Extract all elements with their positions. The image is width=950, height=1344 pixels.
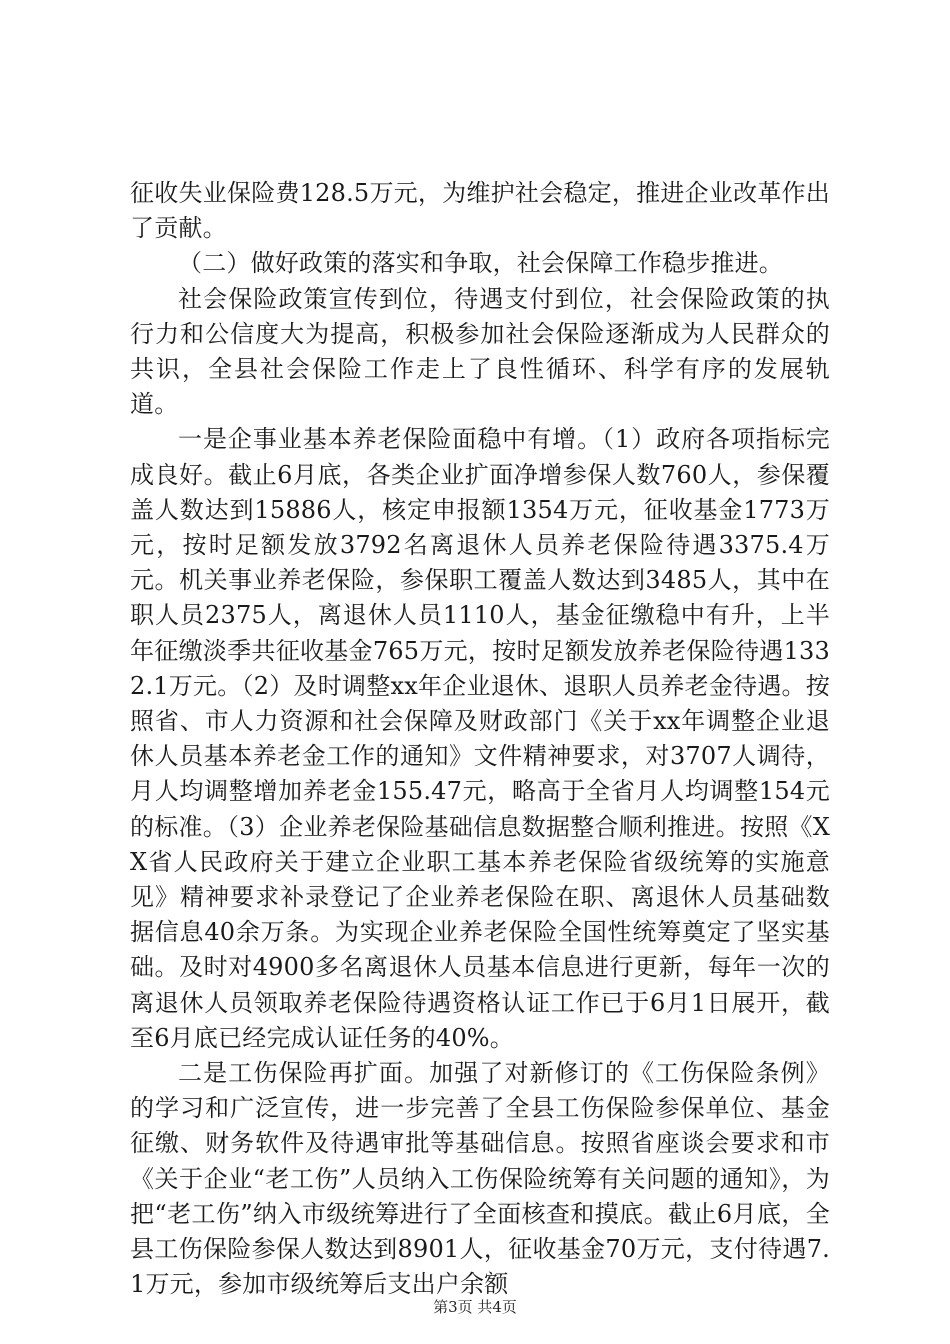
paragraph-continuation: 征收失业保险费128.5万元，为维护社会稳定，推进企业改革作出了贡献。: [130, 179, 830, 243]
section-heading: （二）做好政策的落实和争取，社会保障工作稳步推进。: [178, 249, 783, 278]
page-footer: 第3页 共4页: [433, 1298, 517, 1316]
document-body: [130, 176, 830, 1303]
paragraph-pension: 一是企事业基本养老保险面稳中有增。（1）政府各项指标完成良好。截止6月底，各类企业扩面净增参保人数760人，参保覆盖人数达到15886人，核定申报额1354万元，征收基金1773万元，按时足额发放3792名离退休人员养老保险待遇3375.4万元。机关事业养老保险，参保职工覆盖人数达到3485人，其中在职人员2375人，离退休人员1110人，基金征缴稳中有升，上半年征缴淡季共征收基金765万元，按时足额发放养老保险待遇1332.1万元。（2）及时调整xx年企业退休、退职人员养老金待遇。按照省、市人力资源和社会保障及财政部门《关于xx年调整企业退休人员基本养老金工作的通知》文件精神要求，对3707人调待，月人均调整增加养老金155.47元，略高于全省月人均调整154元的标准。（3）企业养老保险基础信息数据整合顺利推进。按照《XX省人民政府关于建立企业职工基本养老保险省级统筹的实施意见》精神要求补录登记了企业养老保险在职、离退休人员基础数据信息40余万条。为实现企业养老保险全国性统筹奠定了坚实基础。及时对4900多名离退休人员基本信息进行更新，每年一次的离退休人员领取养老保险待遇资格认证工作已于6月1日展开，截至6月底已经完成认证任务的40%。: [130, 425, 830, 1052]
paragraph-policy: 社会保险政策宣传到位，待遇支付到位，社会保险政策的执行力和公信度大为提高，积极参加社会保险逐渐成为人民群众的共识，全县社会保险工作走上了良性循环、科学有序的发展轨道。: [130, 284, 830, 419]
paragraph-injury-insurance: 二是工伤保险再扩面。加强了对新修订的《工伤保险条例》的学习和广泛宣传，进一步完善了全县工伤保险参保单位、基金征缴、财务软件及待遇审批等基础信息。按照省座谈会要求和市《关于企业“老工伤”人员纳入工伤保险统筹有关问题的通知》，为把“老工伤”纳入市级统筹进行了全面核查和摸底。截止6月底，全县工伤保险参保人数达到8901人，征收基金70万元，支付待遇7.1万元，参加市级统筹后支出户余额: [130, 1059, 830, 1299]
